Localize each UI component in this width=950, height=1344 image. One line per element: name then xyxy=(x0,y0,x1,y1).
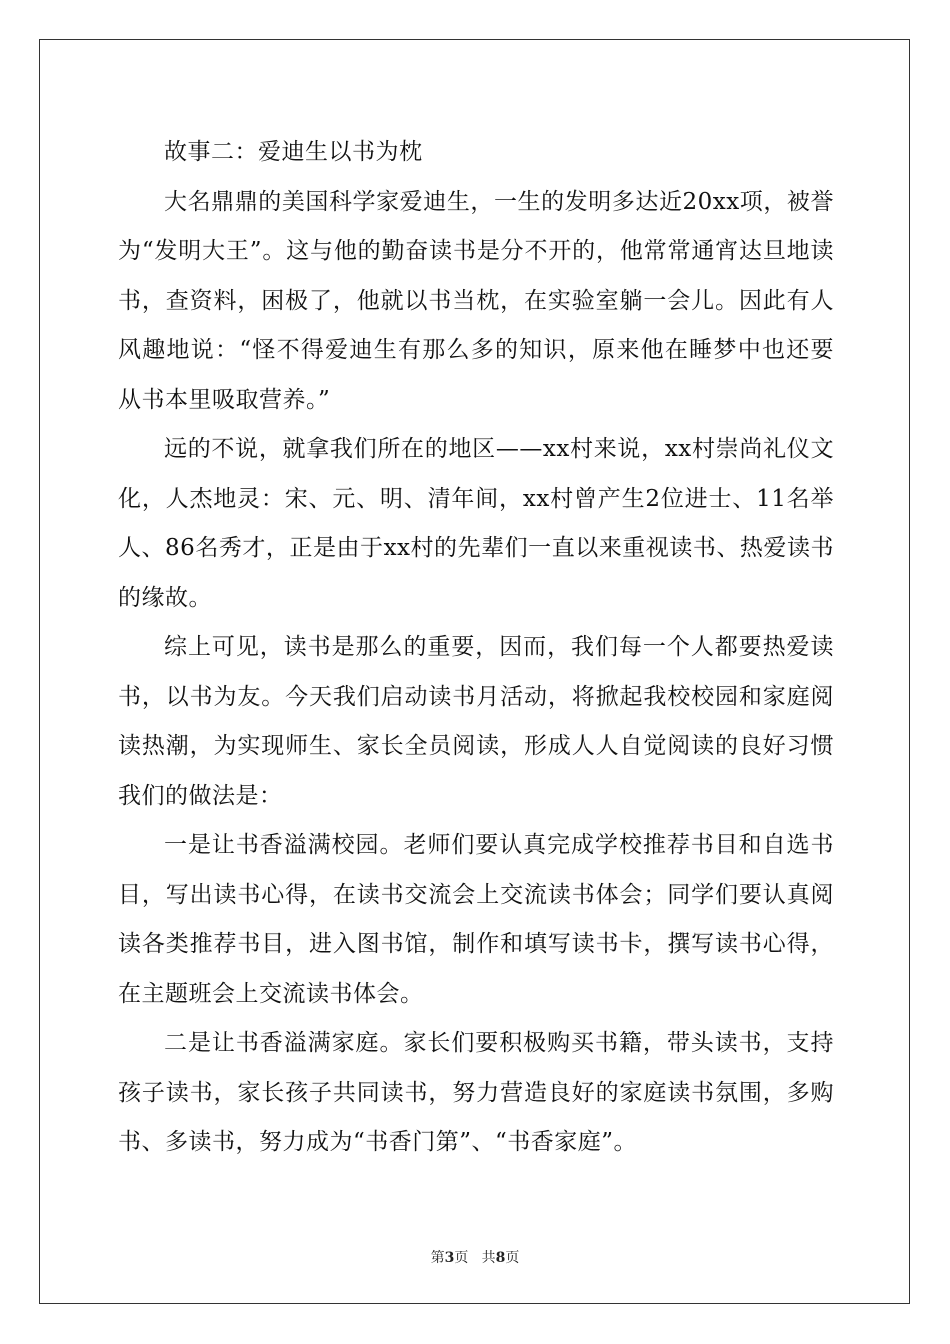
paragraph-edison: 大名鼎鼎的美国科学家爱迪生，一生的发明多达近20xx项，被誉为“发明大王”。这与他的勤奋读书是分不开的，他常常通宵达旦地读书，查资料，困极了，他就以书当枕，在实验室躺一会儿。因此有人风趣地说：“怪不得爱迪生有那么多的知识，原来他在睡梦中也还要从书本里吸取营养。” xyxy=(118,188,834,413)
total-suffix: 页 xyxy=(505,1250,520,1266)
page-footer xyxy=(0,1247,950,1267)
page-number: 3 xyxy=(444,1250,455,1266)
total-pages: 8 xyxy=(495,1250,506,1266)
paragraph-campus: 一是让书香溢满校园。老师们要认真完成学校推荐书目和自选书目，写出读书心得，在读书交流会上交流读书体会；同学们要认真阅读各类推荐书目，进入图书馆，制作和填写读书卡，撰写读书心得，在主题班会上交流读书体会。 xyxy=(118,832,834,1007)
paragraph-family: 二是让书香溢满家庭。家长们要积极购买书籍，带头读书，支持孩子读书，家长孩子共同读书，努力营造良好的家庭读书氛围，多购书、多读书，努力成为“书香门第”、“书香家庭”。 xyxy=(118,1030,834,1155)
story-heading: 故事二：爱迪生以书为枕 xyxy=(164,139,423,165)
document-body xyxy=(118,128,834,1168)
paragraph-summary: 综上可见，读书是那么的重要，因而，我们每一个人都要热爱读书，以书为友。今天我们启动读书月活动，将掀起我校校园和家庭阅读热潮，为实现师生、家长全员阅读，形成人人自觉阅读的良好习惯我们的做法是： xyxy=(118,634,834,809)
total-prefix: 共 xyxy=(481,1250,496,1266)
page-suffix: 页 xyxy=(454,1250,469,1266)
page-prefix: 第 xyxy=(430,1250,445,1266)
paragraph-village: 远的不说，就拿我们所在的地区——xx村来说，xx村崇尚礼仪文化，人杰地灵：宋、元、明、清年间，xx村曾产生2位进士、11名举人、86名秀才，正是由于xx村的先辈们一直以来重视读书、热爱读书的缘故。 xyxy=(118,436,834,611)
